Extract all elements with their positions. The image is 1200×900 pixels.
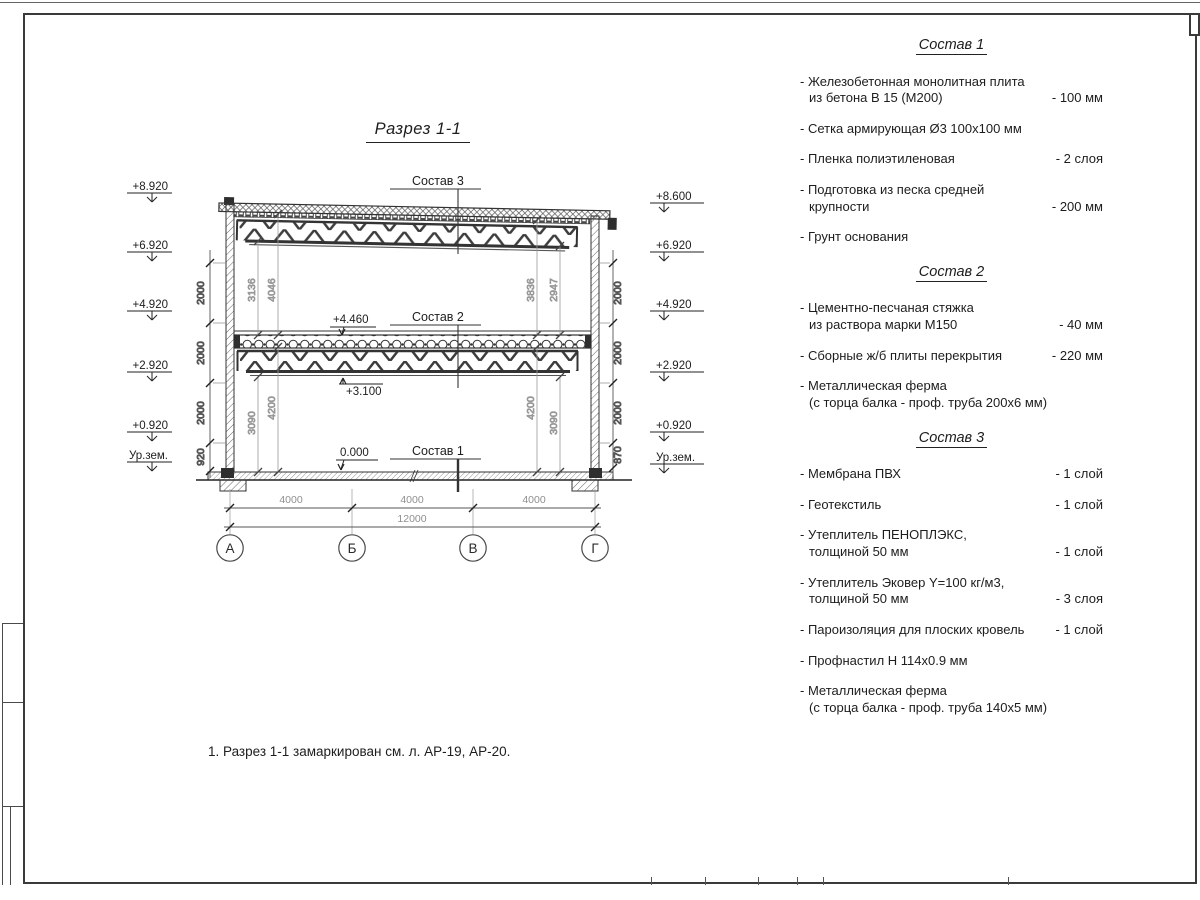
- level-label: +0.920: [132, 420, 168, 432]
- section-view-title: Разрез 1-1: [366, 120, 470, 143]
- layer-label-floor2: Состав 2: [412, 310, 464, 324]
- spec-item: - Цементно-песчаная стяжка из раствора марки М150 - 40 мм: [800, 300, 1103, 333]
- spec-item: - Железобетонная монолитная плита из бетона В 15 (М200) - 100 мм: [800, 73, 1103, 106]
- level-label: +2.920: [132, 360, 168, 372]
- spec-section-3: [800, 429, 1103, 717]
- spec-item: - Пароизоляция для плоских кровель - 1 слой: [800, 621, 1103, 637]
- dim-label: 2000: [612, 341, 624, 365]
- level-label: +4.920: [656, 299, 692, 311]
- elevation-marks-left: [127, 181, 172, 471]
- spec-heading: Состав 3: [800, 429, 1103, 448]
- spec-item: - Утеплитель ПЕНОПЛЭКС, толщиной 50 мм - 1 слой: [800, 527, 1103, 560]
- dim-label: 2000: [612, 401, 624, 425]
- level-label: +6.920: [132, 240, 168, 252]
- dim-label: 3136: [246, 278, 258, 302]
- dim-label: 3090: [246, 411, 258, 435]
- dim-label: 2000: [195, 281, 207, 305]
- titleblock-tick: [797, 877, 798, 885]
- spec-heading: Состав 2: [800, 263, 1103, 282]
- level-label: Ур.зем.: [128, 450, 168, 462]
- floor2-assembly: [234, 331, 591, 376]
- level-label: +8.920: [132, 181, 168, 193]
- spec-item: - Сборные ж/б плиты перекрытия - 220 мм: [800, 347, 1103, 363]
- level-label: Ур.зем.: [656, 452, 696, 464]
- spec-item: - Грунт основания: [800, 229, 909, 245]
- spec-heading: Состав 1: [800, 36, 1103, 55]
- margin-line-h2: [2, 702, 23, 703]
- frame-corner-box: [1189, 13, 1200, 36]
- spec-section-1: [800, 36, 1103, 246]
- dim-label: 920: [195, 448, 207, 466]
- mark-floor1-level: 0.000: [340, 447, 369, 459]
- dim-label: 3090: [548, 411, 560, 435]
- margin-line-v: [2, 623, 3, 885]
- dim-label-total: 12000: [397, 513, 427, 525]
- spec-item: - Геотекстиль - 1 слой: [800, 496, 1103, 512]
- dim-label: 2000: [612, 281, 624, 305]
- axis-label: Г: [591, 541, 599, 556]
- dim-label: 4046: [266, 278, 278, 302]
- level-label: +6.920: [656, 240, 692, 252]
- layer-label-roof: Состав 3: [412, 174, 464, 188]
- titleblock-tick: [758, 877, 759, 885]
- axis-label: А: [225, 541, 235, 556]
- dim-chain-right: [600, 250, 624, 475]
- margin-line-h1: [2, 623, 23, 624]
- spec-item: - Металлическая ферма (с торца балка - проф. труба 140х5 мм): [800, 683, 1048, 715]
- dim-label: 4000: [522, 494, 546, 506]
- dim-label: 2000: [195, 401, 207, 425]
- margin-line-v2: [10, 806, 11, 885]
- dims-bottom: [217, 489, 608, 561]
- spec-item: - Профнастил Н 114х0.9 мм: [800, 652, 968, 668]
- dim-label: 3836: [525, 278, 537, 302]
- dim-label: 4200: [266, 396, 278, 420]
- sheet-note: 1. Разрез 1-1 замаркирован см. л. АР-19, АР-20.: [208, 744, 511, 759]
- dim-label: 4000: [279, 494, 303, 506]
- spec-item: - Металлическая ферма (с торца балка - проф. труба 200х6 мм): [800, 378, 1048, 410]
- spec-item: - Пленка полиэтиленовая - 2 слоя: [800, 151, 1103, 167]
- titleblock-tick: [823, 877, 824, 885]
- margin-line-h3: [2, 806, 23, 807]
- floor1-assembly: [196, 468, 632, 491]
- level-label: +8.600: [656, 191, 692, 203]
- titleblock-tick: [1008, 877, 1009, 885]
- spec-item: - Мембрана ПВХ - 1 слой: [800, 466, 1103, 482]
- dim-label: 870: [612, 446, 624, 464]
- layer-label-floor1: Состав 1: [412, 444, 464, 458]
- dim-label: 2000: [195, 341, 207, 365]
- titleblock-tick: [705, 877, 706, 885]
- axis-label: В: [468, 541, 478, 556]
- spec-item: - Утеплитель Эковер Y=100 кг/м3, толщиной 50 мм - 3 слоя: [800, 574, 1103, 607]
- mark-floor2-top: +4.460: [333, 314, 369, 326]
- spec-item: - Сетка армирующая Ø3 100х100 мм: [800, 120, 1022, 136]
- section-drawing: [0, 0, 760, 620]
- dim-label: 4000: [400, 494, 424, 506]
- spec-item: - Подготовка из песка средней крупности - 200 мм: [800, 182, 1103, 214]
- level-label: +2.920: [656, 360, 692, 372]
- mark-truss2-bottom: +3.100: [346, 386, 382, 398]
- dim-chain-left: [195, 250, 227, 478]
- titleblock-tick: [651, 877, 652, 885]
- dim-label: 2947: [548, 278, 560, 302]
- elevation-marks-right: [650, 191, 704, 473]
- spec-section-2: [800, 263, 1103, 412]
- spec-panel: [800, 36, 1103, 733]
- axis-label: Б: [347, 541, 357, 556]
- level-label: +4.920: [132, 299, 168, 311]
- dim-label: 4200: [525, 396, 537, 420]
- level-label: +0.920: [656, 420, 692, 432]
